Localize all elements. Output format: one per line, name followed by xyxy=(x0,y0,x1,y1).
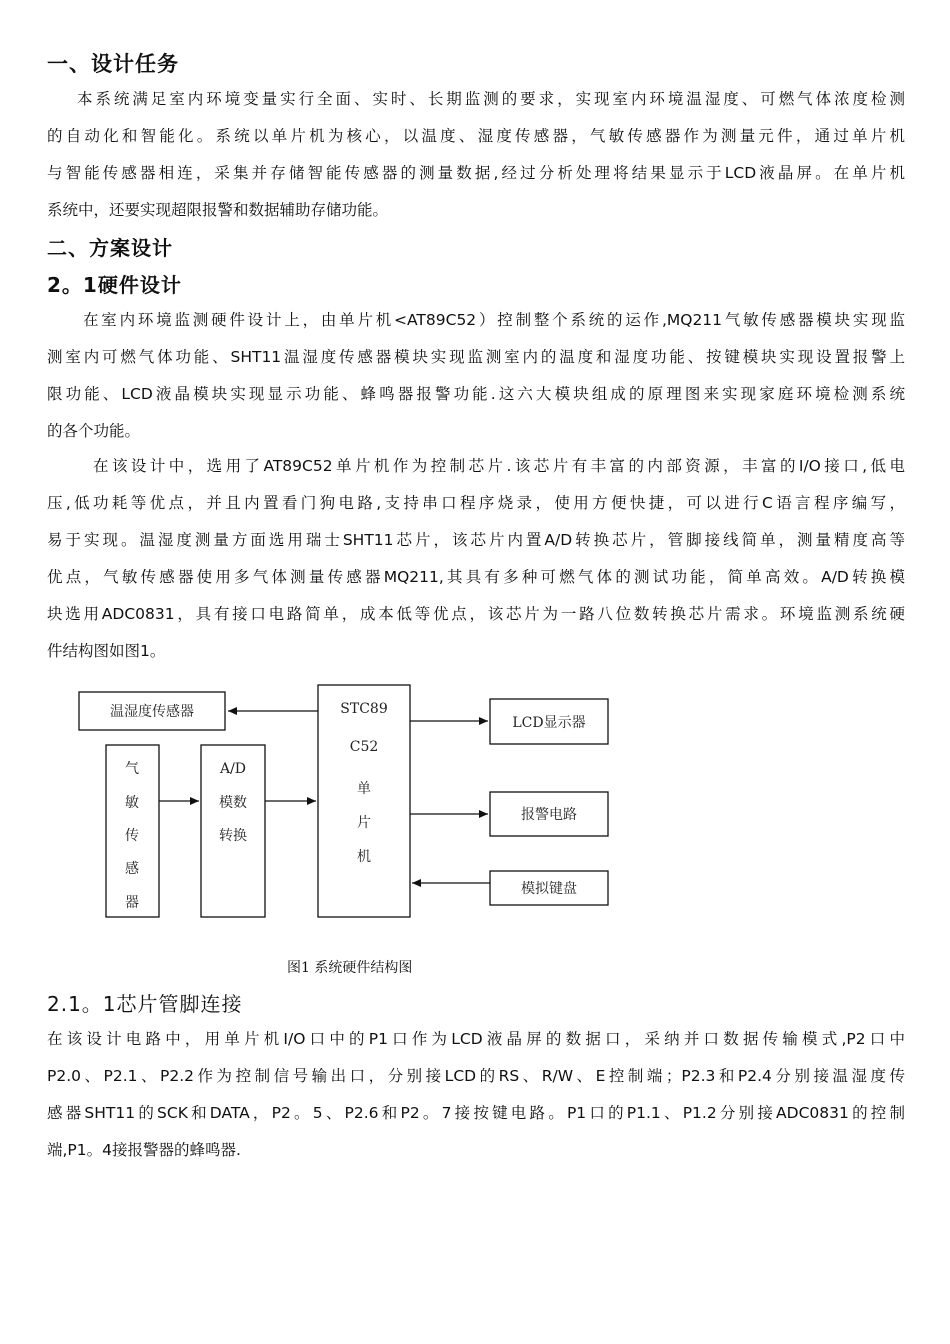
paragraph-line: 系统中，还要实现超限报警和数据辅助存储功能。 xyxy=(47,201,389,219)
ad-converter-label: 转换 xyxy=(219,828,247,844)
paragraph-line: P2.0、P2.1、P2.2作为控制信号输出口，分别接LCD的RS、R/W、E控制端；P2.3和P2.4分别接温湿度传 xyxy=(47,1067,905,1085)
pin-connection-paragraph xyxy=(47,1021,905,1169)
paragraph-line: 在室内环境监测硬件设计上，由单片机<AT89C52）控制整个系统的运作,MQ211气敏传感器模块实现监 xyxy=(83,311,905,329)
gas-sensor-block xyxy=(106,745,159,917)
temp-humidity-sensor-label: 温湿度传感器 xyxy=(110,704,194,720)
paragraph-line: 易于实现。温湿度测量方面选用瑞士SHT11芯片，该芯片内置A/D转换芯片，管脚接线简单，测量精度高等 xyxy=(47,531,905,549)
gas-sensor-char: 器 xyxy=(125,895,139,911)
paragraph-line: 测室内可燃气体功能、SHT11温湿度传感器模块实现监测室内的温度和湿度功能、按键模块实现设置报警上 xyxy=(47,348,905,366)
hardware-paragraph-2 xyxy=(47,448,905,670)
section-2-heading: 二、方案设计 xyxy=(47,236,173,260)
paragraph-line: 端,P1。4接报警器的蜂鸣器. xyxy=(47,1141,241,1159)
paragraph-line: 的各个功能。 xyxy=(47,422,141,440)
ad-converter-block xyxy=(201,745,265,917)
mcu-label: 单 xyxy=(357,781,371,797)
ad-converter-label: 模数 xyxy=(219,795,247,811)
section-2-1-heading: 2。1硬件设计 xyxy=(47,273,182,297)
paragraph-line: 在该设计电路中，用单片机I/O口中的P1口作为LCD液晶屏的数据口，采纳并口数据传输模式,P2口中 xyxy=(47,1030,905,1048)
paragraph-line: 优点，气敏传感器使用多气体测量传感器MQ211,其具有多种可燃气体的测试功能，简单高效。A/D转换模 xyxy=(47,568,905,586)
alarm-circuit-label: 报警电路 xyxy=(521,807,577,823)
paragraph-line: 本系统满足室内环境变量实行全面、实时、长期监测的要求，实现室内环境温湿度、可燃气体浓度检测 xyxy=(77,90,905,108)
mcu-label: C52 xyxy=(349,739,379,755)
lcd-display-label: LCD显示器 xyxy=(512,715,586,731)
section-2-1-1-heading: 2.1。1芯片管脚连接 xyxy=(47,992,243,1016)
paragraph-line: 感器SHT11的SCK和DATA，P2。5、P2.6和P2。7接按键电路。P1口的P1.1、P1.2分别接ADC0831的控制 xyxy=(47,1104,905,1122)
temp-humidity-sensor-block xyxy=(79,692,225,730)
paragraph-line: 与智能传感器相连，采集并存储智能传感器的测量数据,经过分析处理将结果显示于LCD液晶屏。在单片机 xyxy=(47,164,905,182)
mcu-label: 片 xyxy=(357,815,371,831)
gas-sensor-char: 传 xyxy=(125,828,139,844)
paragraph-line: 压,低功耗等优点，并且内置看门狗电路,支持串口程序烧录，使用方便快捷，可以进行C语言程序编写， xyxy=(47,494,905,512)
paragraph-line: 限功能、LCD液晶模块实现显示功能、蜂鸣器报警功能.这六大模块组成的原理图来实现家庭环境检测系统 xyxy=(47,385,905,403)
figure-caption: 图1 系统硬件结构图 xyxy=(287,960,413,976)
gas-sensor-char: 气 xyxy=(125,761,139,777)
paragraph-line: 块选用ADC0831，具有接口电路简单，成本低等优点，该芯片为一路八位数转换芯片需求。环境监测系统硬 xyxy=(47,605,905,623)
ad-converter-label: A/D xyxy=(219,761,247,777)
keyboard-block xyxy=(490,871,608,905)
paragraph-line: 的自动化和智能化。系统以单片机为核心，以温度、湿度传感器，气敏传感器作为测量元件，通过单片机 xyxy=(47,127,905,145)
hardware-structure-diagram xyxy=(70,683,630,933)
lcd-display-block xyxy=(490,699,608,744)
section-1-heading: 一、设计任务 xyxy=(47,52,179,76)
mcu-label: STC89 xyxy=(340,701,388,717)
paragraph-line: 件结构图如图1。 xyxy=(47,642,166,660)
hardware-paragraph-1 xyxy=(47,302,905,450)
gas-sensor-char: 感 xyxy=(125,861,139,877)
keyboard-label: 模拟键盘 xyxy=(521,881,577,897)
section-1-paragraph xyxy=(47,81,905,229)
paragraph-line: 在该设计中，选用了AT89C52单片机作为控制芯片.该芯片有丰富的内部资源，丰富的I/O接口,低电 xyxy=(93,457,905,475)
mcu-block xyxy=(318,685,410,917)
gas-sensor-char: 敏 xyxy=(125,795,139,811)
mcu-label: 机 xyxy=(357,849,371,865)
alarm-circuit-block xyxy=(490,792,608,836)
